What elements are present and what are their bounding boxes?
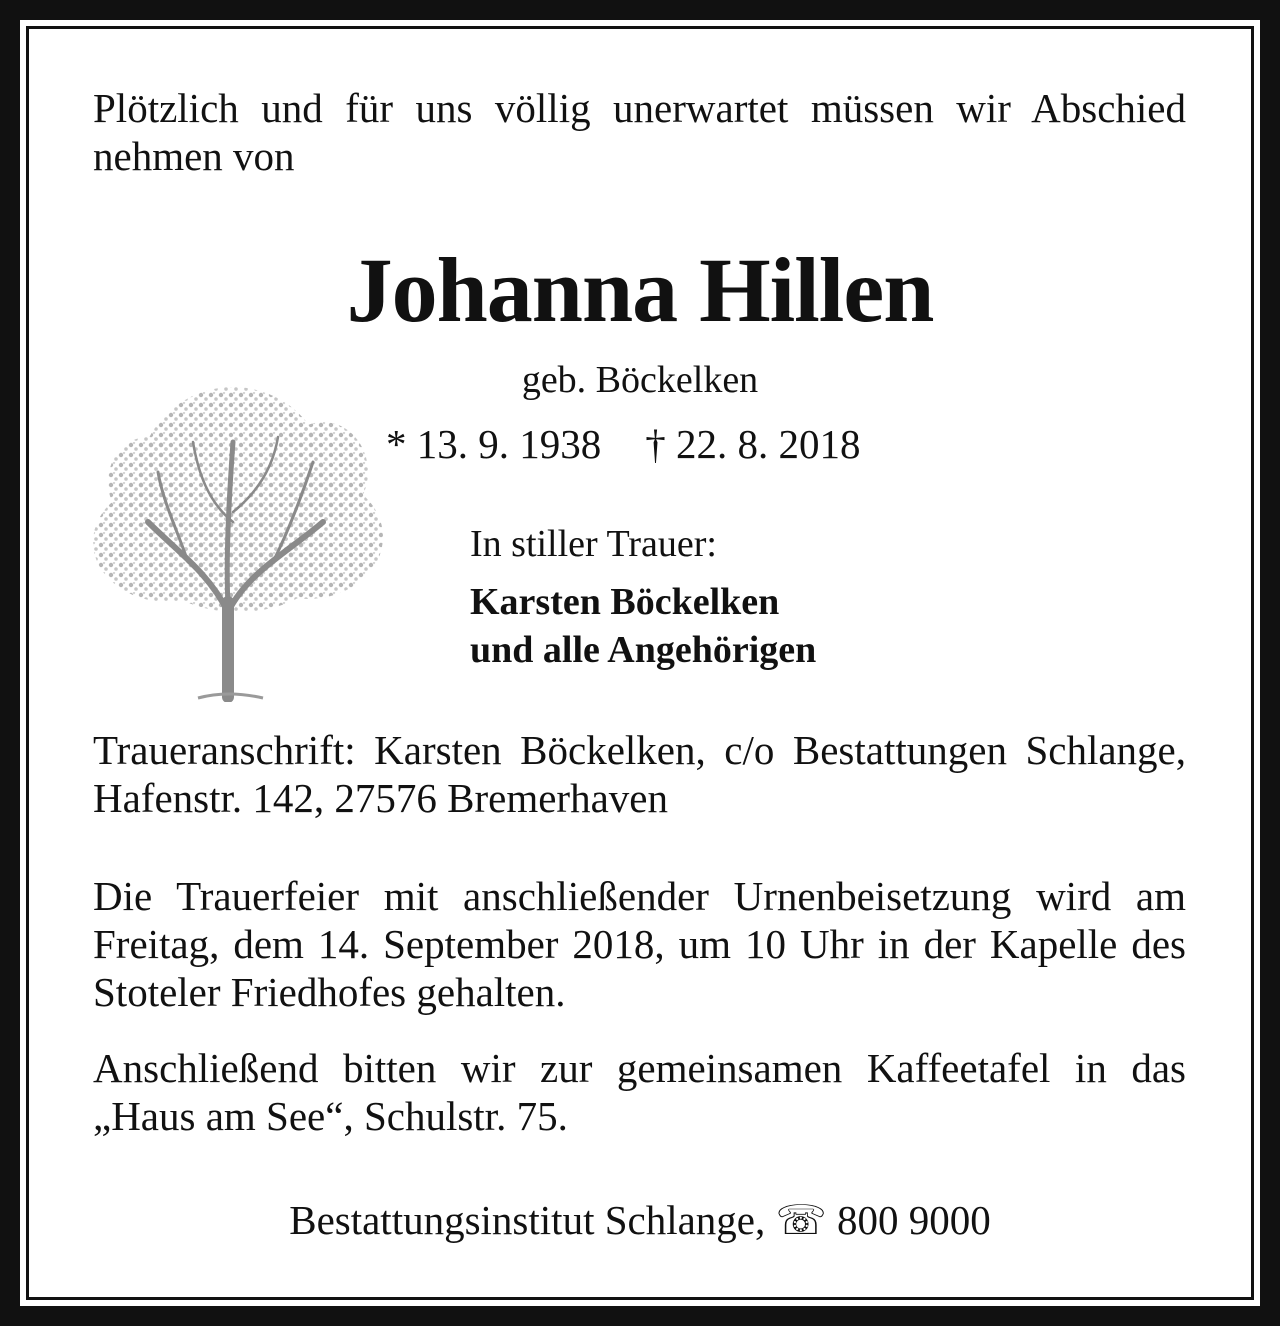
mourner-relatives: und alle Angehörigen xyxy=(470,629,817,671)
birth-date: * 13. 9. 1938 xyxy=(386,421,602,467)
birth-name: geb. Böckelken xyxy=(521,359,759,401)
tree-icon xyxy=(88,372,388,702)
reception-details: Anschließend bitten wir zur gemeinsamen Kaffeetafel in das „Haus am See“, Schulstr. 75. xyxy=(93,1045,1186,1139)
ceremony-details: Die Trauerfeier mit anschließender Urnenbeisetzung wird am Freitag, dem 14. September 2018, um 10 Uhr in der Kapelle des Stoteler Friedhofes gehalten. xyxy=(93,873,1186,1015)
mourning-label: In stiller Trauer: xyxy=(470,523,717,565)
death-date: † 22. 8. 2018 xyxy=(645,421,861,467)
deceased-name: Johanna Hillen xyxy=(346,239,934,341)
life-dates xyxy=(386,420,861,468)
intro-text: Plötzlich und für uns völlig unerwartet müssen wir Abschied nehmen von xyxy=(93,85,1186,179)
mourning-address: Traueranschrift: Karsten Böckelken, c/o Bestattungen Schlange, Hafenstr. 142, 27576 Bremerhaven xyxy=(93,727,1186,821)
mourner-primary: Karsten Böckelken xyxy=(470,581,780,623)
funeral-home-contact: Bestattungsinstitut Schlange, ☏ 800 9000 xyxy=(289,1197,991,1243)
